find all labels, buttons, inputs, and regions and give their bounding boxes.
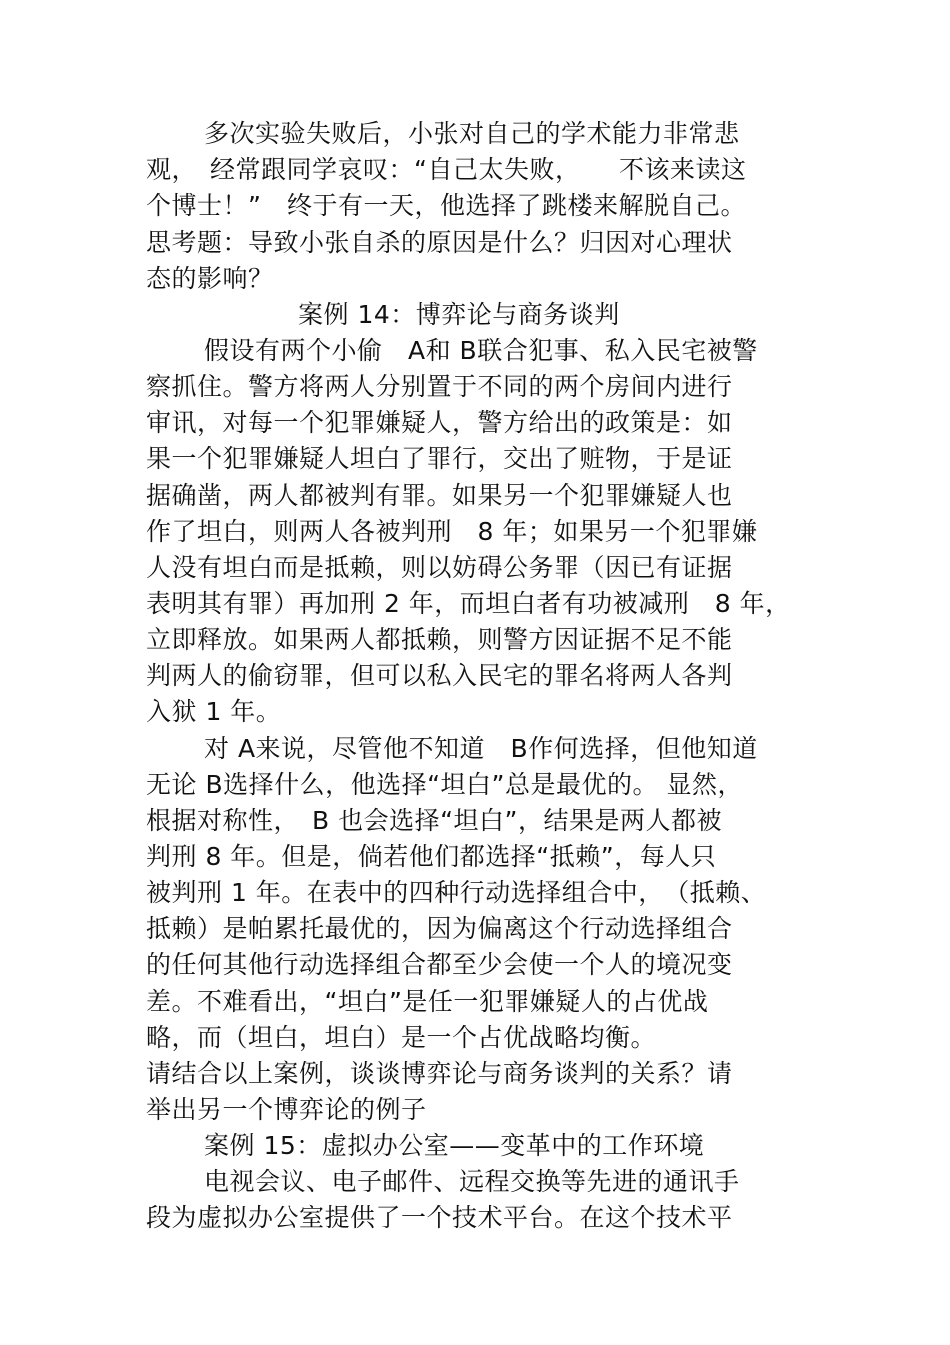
case-heading-14: 案例 14：博弈论与商务谈判 xyxy=(298,300,620,329)
paragraph-line: 表明其有罪）再加刑 2 年，而坦白者有功被减刑 8 年， xyxy=(146,589,791,618)
question-line: 思考题：导致小张自杀的原因是什么？归因对心理状 xyxy=(146,228,733,257)
paragraph-line: 对 A来说，尽管他不知道 B作何选择，但他知道 xyxy=(204,734,758,763)
paragraph-line: 观， 经常跟同学哀叹：“自己太失败， 不该来读这 xyxy=(146,155,747,184)
paragraph-line: 审讯，对每一个犯罪嫌疑人，警方给出的政策是：如 xyxy=(146,408,733,437)
paragraph-line: 判刑 8 年。但是，倘若他们都选择“抵赖”，每人只 xyxy=(146,842,717,871)
paragraph-line: 作了坦白，则两人各被判刑 8 年；如果另一个犯罪嫌 xyxy=(146,517,758,546)
paragraph-line: 的任何其他行动选择组合都至少会使一个人的境况变 xyxy=(146,950,733,979)
paragraph-line: 被判刑 1 年。在表中的四种行动选择组合中， （抵赖、 xyxy=(146,878,767,907)
paragraph-line: 果一个犯罪嫌疑人坦白了罪行，交出了赃物，于是证 xyxy=(146,444,733,473)
paragraph-line: 人没有坦白而是抵赖，则以妨碍公务罪（因已有证据 xyxy=(146,553,733,582)
paragraph-line: 据确凿，两人都被判有罪。如果另一个犯罪嫌疑人也 xyxy=(146,481,733,510)
question-line: 举出另一个博弈论的例子 xyxy=(146,1095,427,1124)
paragraph-line: 无论 B选择什么，他选择“坦白”总是最优的。 显然， xyxy=(146,770,743,799)
paragraph-line: 假设有两个小偷 A和 B联合犯事、私入民宅被警 xyxy=(204,336,758,365)
paragraph-line: 察抓住。警方将两人分别置于不同的两个房间内进行 xyxy=(146,372,733,401)
paragraph-line: 差。不难看出，“坦白”是任一犯罪嫌疑人的占优战 xyxy=(146,987,709,1016)
paragraph-line: 多次实验失败后，小张对自己的学术能力非常悲 xyxy=(204,119,740,148)
paragraph-line: 电视会议、电子邮件、远程交换等先进的通讯手 xyxy=(204,1167,740,1196)
paragraph-line: 立即释放。如果两人都抵赖，则警方因证据不足不能 xyxy=(146,625,733,654)
paragraph-line: 判两人的偷窃罪，但可以私入民宅的罪名将两人各判 xyxy=(146,661,733,690)
question-line: 请结合以上案例，谈谈博弈论与商务谈判的关系？请 xyxy=(146,1059,733,1088)
paragraph-line: 略，而（坦白，坦白）是一个占优战略均衡。 xyxy=(146,1023,657,1052)
paragraph-line: 根据对称性， B 也会选择“坦白”，结果是两人都被 xyxy=(146,806,723,835)
paragraph-line: 个博士！” 终于有一天，他选择了跳楼来解脱自己。 xyxy=(146,191,746,220)
case-heading-15: 案例 15：虚拟办公室——变革中的工作环境 xyxy=(204,1131,705,1160)
paragraph-line: 入狱 1 年。 xyxy=(146,697,282,726)
paragraph-line: 段为虚拟办公室提供了一个技术平台。在这个技术平 xyxy=(146,1203,733,1232)
paragraph-line: 抵赖）是帕累托最优的，因为偏离这个行动选择组合 xyxy=(146,914,733,943)
question-line: 态的影响？ xyxy=(146,264,274,293)
